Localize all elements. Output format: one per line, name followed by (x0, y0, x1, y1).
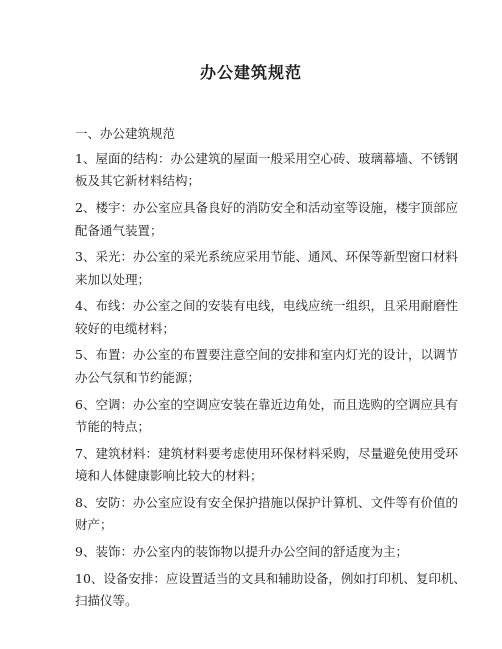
clause-line: 来加以处理； (75, 271, 151, 287)
clause-item (75, 344, 458, 389)
clause-line: 9、装饰：办公室内的装饰物以提升办公空间的舒适度为主； (75, 543, 408, 559)
clause-line: 节能的特点； (75, 418, 151, 434)
clause-line: 扫描仪等。 (75, 592, 138, 608)
section-heading: 一、办公建筑规范 (75, 126, 176, 141)
clause-item (75, 492, 458, 537)
clause-item (75, 443, 458, 488)
document-title: 办公建筑规范 (199, 63, 302, 82)
clause-line: 4、布线：办公室之间的安装有电线，电线应统一组织，且采用耐磨性 (75, 298, 458, 314)
clause-list (75, 148, 466, 617)
clause-item (75, 541, 435, 563)
clause-line: 7、建筑材料：建筑材料要考虑使用环保材料采购，尽量避免使用受环 (75, 445, 458, 461)
clause-line: 1、屋面的结构：办公建筑的屋面一般采用空心砖、玻璃幕墙、不锈钢 (75, 151, 458, 166)
clause-line: 2、楼宇：办公室应具备良好的消防安全和活动室等设施，楼宇顶部应 (75, 200, 458, 216)
clause-line: 财产； (75, 517, 113, 533)
clause-item (75, 148, 458, 193)
clause-line: 3、采光：办公室的采光系统应采用节能、通风、环保等新型窗口材料 (75, 249, 458, 265)
clause-line: 板及其它新材料结构； (75, 173, 201, 189)
clause-item (75, 197, 458, 242)
clause-line: 8、安防：办公室应设有安全保护措施以保护计算机、文件等有价值的 (75, 494, 458, 510)
clause-line: 10、设备安排：应设置适当的文具和辅助设备，例如打印机、复印机、 (75, 570, 466, 586)
clause-line: 较好的电缆材料； (75, 320, 176, 336)
clause-item (75, 246, 458, 291)
clause-line: 5、布置：办公室的布置要注意空间的安排和室内灯光的设计，以调节 (75, 347, 458, 363)
clause-line: 境和人体健康影响比较大的材料； (75, 468, 263, 484)
clause-item (75, 394, 458, 439)
clause-item (75, 568, 466, 613)
clause-line: 办公气氛和节约能源； (75, 369, 201, 385)
clause-line: 配备通气装置； (75, 222, 163, 238)
clause-item (75, 295, 458, 340)
clause-line: 6、空调：办公室的空调应安装在靠近边角处，而且选购的空调应具有 (75, 396, 458, 412)
